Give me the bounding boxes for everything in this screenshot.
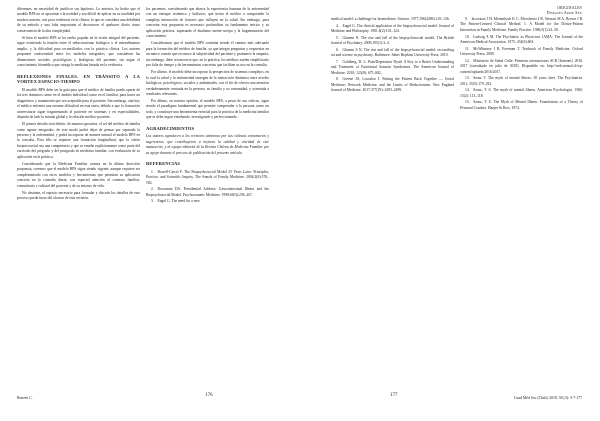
footer-journal: Cuad Méd Soc (Chile) 2018; 58 (3): 3-7-177 bbox=[513, 396, 582, 400]
reference-list bbox=[146, 170, 269, 205]
reference-item: medical model: a challenge for biomedicine. Science. 1977;196(4286):129–136. bbox=[331, 17, 450, 21]
right-column-1 bbox=[331, 17, 454, 95]
right-page bbox=[300, 0, 600, 421]
reference-item: 2. Drossman DA. Presidential Address: Gastrointestinal Illness and the Biopsychosocial Model. Psychosomatic Medicine. 1998;60(3):258–267. bbox=[146, 187, 269, 197]
page-number: 177 bbox=[390, 393, 398, 398]
reference-item: 4. Engel G. The clinical application of the biopsychosocial model. Journal of Medicine and Philosophy. 1981;6(2):101–124. bbox=[331, 23, 454, 34]
paragraph: Por último, el modelo debe incorporar la perspectiva de sistemas complejos, en la cual la salud y la enfermedad emergen de la interacción dinámica entre niveles biológicos, psicológicos, sociales y ambientales, con el fin de ofrecer una atención verdaderamente centrada en la persona, su familia y su comunidad, y orientada a resultados relevantes. bbox=[146, 70, 269, 96]
paragraph: diferentes, en necesidad de justificar sus hipótesis. Lo anterior, ha hecho que el modelo BPS no se aproxime a la realidad y sea difícil de aplicar en su totalidad por muchos autores, con poca evidencia en la clínica; lo que se considera una debilidad de su método y una falta importante al desconocer el quehacer diario como consecuencia de la alta complejidad. bbox=[17, 7, 140, 33]
reference-list bbox=[460, 17, 583, 111]
references-heading: REFERENCIAS bbox=[146, 161, 181, 167]
paragraph: Por último, en nuestra opinión, el modelo BPS, a pesar de sus críticas, sigue siendo el paradigma fundamental que permite comprender a la persona como un todo, y constituye una herramienta esencial para la práctica de la medicina familiar que se debe seguir enseñando, investigando y perfeccionando. bbox=[146, 99, 269, 120]
acknowledgements-heading: AGRADECIMIENTOS bbox=[146, 125, 195, 131]
reference-item: 14. Szasz, T. S. The myth of mental illness. American Psychologist. 1960; 15(2): 113–118. bbox=[460, 88, 583, 98]
reference-item: 5. Ghaemi N. The rise and fall of the biopsychosocial model. The British Journal of Psychiatry. 2009;195(1):3–4. bbox=[331, 35, 454, 46]
reference-item: 6. Ghaemi S N. The rise and fall of the biopsychosocial model: reconciling art and science in psychiatry. Baltimore: Johns Hopkins University Press; 2010. bbox=[331, 47, 454, 58]
reference-item: 10. Ludwig A M. The Psychiatric as Physician. JAMA: The Journal of the American Medical Association. 1975; 234(6):603. bbox=[460, 34, 583, 44]
reference-item: 7. Goldberg, D. L. Pain/Depression Dyad: A Key to a Better Understanding and Treatment of Functional Somatic Syndromes. The American Journal of Medicine. 2010; 123(8): 675–682. bbox=[331, 59, 454, 75]
acknowledgements-text: Los autores agradecen a los revisores anónimos por sus valiosos comentarios y sugerencias, que contribuyeron a mejorar la calidad y claridad de este manuscrito, y al equipo editorial de la Revista Chilena de Medicina Familiar por su apoyo durante el proceso de publicación del presente artículo. bbox=[146, 134, 269, 155]
paragraph: los pacientes, considerando que abarca la experiencia humana de la enfermedad con un enfoque sistémico y holístico, que invita al médico a comprender la compleja interacción de factores que influyen en la salud. Sin embargo, para concretar esta propuesta es necesario profundizar su fundamento teórico y su aplicación práctica, superando el dualismo mente-cuerpo y la fragmentación del conocimiento. bbox=[146, 7, 269, 39]
section-heading: REFLEXIONES FINALES. EN TRÁNSITO A LA VORTEX ESPACIO-TIEMPO bbox=[17, 73, 140, 85]
reference-item: 11. McWhinney I R, Freeman T. Textbook of Family Medicine. Oxford University Press; 2009. bbox=[460, 46, 583, 57]
reference-item: 13. Szasz T. The myth of mental illness: 50 years later. The Psychiatrist. 2011; 35(5):179–182. bbox=[460, 76, 583, 86]
reference-item: 12. Ministerio de Salud Chile. Primeras orientaciones SCR [Internet]. 2016. 2017 [consultado en julio de 2018]. Disponible en: http://web.minsal.cl/wp-content/uploads/2016/2017. bbox=[460, 58, 583, 74]
paragraph: Si bien el modelo BPS se ha vuelto popular en la visión integral del paciente, sigue existiendo la tensión entre el reduccionismo biológico y el entendimiento amplio, y la dificultad para reconciliarlos con la práctica clínica. Los autores proponen conformidad entre los modelos integrados, que consideran las dimensiones sociales, psicológicas y biológicas del paciente, sin negar el conocimiento biomédico que otorga la medicina basada en la evidencia. bbox=[17, 35, 140, 68]
reference-item: 3. Engel G. The need for a new bbox=[151, 199, 200, 204]
right-column-2 bbox=[460, 17, 583, 113]
reference-list bbox=[331, 17, 454, 94]
left-column-2 bbox=[146, 7, 269, 206]
paragraph: Considerando que la Medicina Familiar avanza en la última dirección propuesta, creemos que el modelo BPS sigue siendo vigente, aunque requiere ser complementado con otros modelos y herramientas que permitan su aplicación concreta en la consulta diaria, con especial atención al contexto familiar, comunitario y cultural del paciente y de su entorno de vida. bbox=[17, 161, 140, 188]
footer-author: Bonetti C. bbox=[17, 396, 33, 400]
paragraph: No obstante, el espacio necesario para formular y discutir los detalles de este proceso queda fuera del alcance de esta revisión. bbox=[17, 190, 140, 201]
running-head-section: ORIGINALES bbox=[557, 6, 582, 10]
reference-item: 15. Szasz, T. S. The Myth of Mental Illness: Foundations of a Theory of Personal Conduct. Harper & Row. 1974. bbox=[460, 100, 583, 110]
reference-item: 8. Greene JA, Loscalzo J. Putting the Patient Back Together — Social Medicine, Network Medicine, and the Limits of Reductionism. New England Journal of Medicine. 2017;377(25): 2493–2499. bbox=[331, 77, 454, 93]
running-head bbox=[547, 6, 582, 15]
paragraph: Consideramos que el modelo BPS continúa siendo el camino más adecuado para la formación del médico de familia, ya que integra preguntas y respuestas en un marco común que reconoce la subjetividad del paciente y promueve la empatía; sin embargo, debe reconocerse que, en la práctica, los médicos suelen simplificarlo por falta de tiempo y de herramientas concretas que faciliten su uso en la consulta. bbox=[146, 41, 269, 68]
left-column-1 bbox=[17, 7, 140, 203]
reference-item: 9. Iacovazzi J H, Mettenbach K C, Movsheviz J R, Stewart M A, Brown J B. The Patient-Centred Clinical Method. 1. A Model for the Doctor-Patient Interaction in Family Medicine. Family Practice. 1986;3(1):24–30. bbox=[460, 17, 583, 32]
paragraph: El modelo BPS debe ser la guía para que el médico de familia pueda operar de los tres dominios, tanto en el ámbito individual como en el familiar, para hacer un diagnóstico y tratamiento que sea aceptable para el paciente. Sin embargo, aún hoy el médico enfrenta una enorme dificultad en esta tarea, debido a que la formación universitaria sigue fragmentando al paciente en sistemas y en especialidades, dejando de lado la mirada global y la relación médico-paciente. bbox=[17, 87, 140, 120]
running-head-title: Diseases Arise Sex bbox=[546, 10, 582, 15]
reference-item: 1. Borrell-Carrió F. The Biopsychosocial Model 25 Years Later: Principles, Practice, and Scientific Inquiry. The Annals of Family Medicine. 2004;2(6):576–582. bbox=[146, 169, 269, 185]
page-number: 176 bbox=[205, 393, 213, 398]
paragraph: El primer desafío será definir, de manera operativa, el rol del médico de familia como agente integrador; de este modo podrá dejar de pensar por separado la persona y la enfermedad, y podrá incorporar de manera natural el modelo BPS en la consulta. Para ello se requiere una formación longitudinal, que la visión biopsicosocial sea una competencia y que se enseñe explícitamente como parte del currículo del pregrado y del postgrado en medicina familiar, con evaluación de su aplicación en la práctica. bbox=[17, 122, 140, 159]
